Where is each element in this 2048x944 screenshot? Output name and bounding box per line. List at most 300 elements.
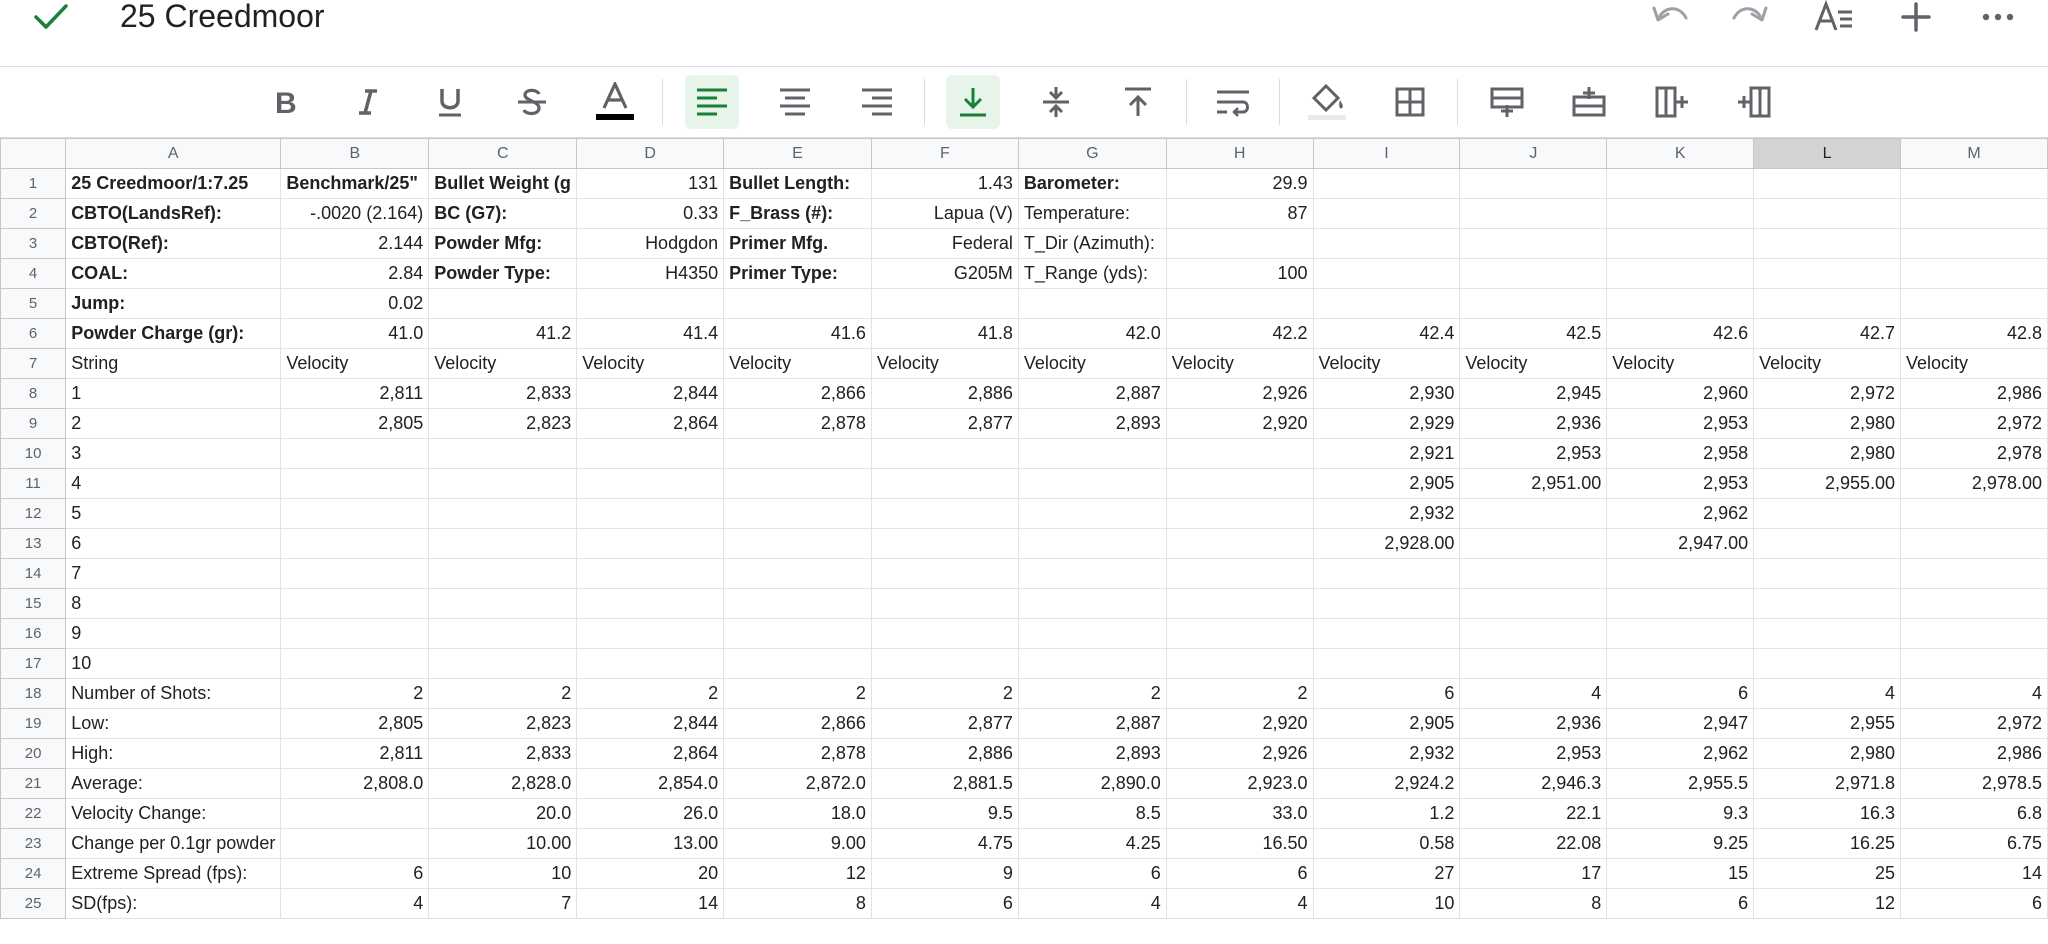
cell-c20[interactable]: 2,833	[429, 739, 577, 769]
cell-e18[interactable]: 2	[724, 679, 872, 709]
cell-h1[interactable]: 29.9	[1166, 169, 1313, 199]
insert-row-above-icon[interactable]	[1480, 75, 1534, 129]
cell-c3[interactable]: Powder Mfg:	[429, 229, 577, 259]
cell-i6[interactable]: 42.4	[1313, 319, 1460, 349]
cell-d11[interactable]	[577, 469, 724, 499]
cell-d9[interactable]: 2,864	[577, 409, 724, 439]
cell-c14[interactable]	[429, 559, 577, 589]
cell-f3[interactable]: Federal	[871, 229, 1018, 259]
valign-bottom-icon[interactable]	[946, 75, 1000, 129]
cell-l23[interactable]: 16.25	[1754, 829, 1901, 859]
cell-g8[interactable]: 2,887	[1018, 379, 1166, 409]
cell-b5[interactable]: 0.02	[281, 289, 429, 319]
cell-i15[interactable]	[1313, 589, 1460, 619]
cell-a3[interactable]: CBTO(Ref):	[66, 229, 281, 259]
cell-f15[interactable]	[871, 589, 1018, 619]
cell-i19[interactable]: 2,905	[1313, 709, 1460, 739]
cell-c12[interactable]	[429, 499, 577, 529]
cell-j25[interactable]: 8	[1460, 889, 1607, 919]
insert-column-left-icon[interactable]	[1645, 75, 1699, 129]
cell-i8[interactable]: 2,930	[1313, 379, 1460, 409]
cell-k6[interactable]: 42.6	[1607, 319, 1754, 349]
cell-e13[interactable]	[724, 529, 872, 559]
cell-d18[interactable]: 2	[577, 679, 724, 709]
cell-j10[interactable]: 2,953	[1460, 439, 1607, 469]
cell-g5[interactable]	[1018, 289, 1166, 319]
cell-l11[interactable]: 2,955.00	[1754, 469, 1901, 499]
cell-d24[interactable]: 20	[577, 859, 724, 889]
cell-j17[interactable]	[1460, 649, 1607, 679]
cell-f6[interactable]: 41.8	[871, 319, 1018, 349]
strikethrough-icon[interactable]	[505, 75, 559, 129]
cell-e9[interactable]: 2,878	[724, 409, 872, 439]
cell-b2[interactable]: -.0020 (2.164)	[281, 199, 429, 229]
cell-k23[interactable]: 9.25	[1607, 829, 1754, 859]
cell-f25[interactable]: 6	[871, 889, 1018, 919]
cell-i1[interactable]	[1313, 169, 1460, 199]
cell-h6[interactable]: 42.2	[1166, 319, 1313, 349]
cell-g24[interactable]: 6	[1018, 859, 1166, 889]
cell-m14[interactable]	[1901, 559, 2048, 589]
cell-d2[interactable]: 0.33	[577, 199, 724, 229]
cell-l1[interactable]	[1754, 169, 1901, 199]
cell-l18[interactable]: 4	[1754, 679, 1901, 709]
sheet-grid[interactable]	[0, 138, 2048, 944]
cell-b22[interactable]	[281, 799, 429, 829]
cell-i23[interactable]: 0.58	[1313, 829, 1460, 859]
cell-f14[interactable]	[871, 559, 1018, 589]
cell-k3[interactable]	[1607, 229, 1754, 259]
cell-g2[interactable]: Temperature:	[1018, 199, 1166, 229]
cell-f21[interactable]: 2,881.5	[871, 769, 1018, 799]
select-all-corner[interactable]	[1, 139, 66, 169]
cell-h19[interactable]: 2,920	[1166, 709, 1313, 739]
cell-h23[interactable]: 16.50	[1166, 829, 1313, 859]
insert-row-below-icon[interactable]	[1562, 75, 1616, 129]
cell-l15[interactable]	[1754, 589, 1901, 619]
row-header[interactable]: 2	[1, 199, 66, 229]
cell-k14[interactable]	[1607, 559, 1754, 589]
cell-e11[interactable]	[724, 469, 872, 499]
italic-icon[interactable]	[341, 75, 395, 129]
check-icon[interactable]	[30, 0, 72, 36]
row-header[interactable]: 12	[1, 499, 66, 529]
column-header-l[interactable]: L	[1754, 139, 1901, 169]
cell-b18[interactable]: 2	[281, 679, 429, 709]
cell-b17[interactable]	[281, 649, 429, 679]
cell-g16[interactable]	[1018, 619, 1166, 649]
cell-i11[interactable]: 2,905	[1313, 469, 1460, 499]
cell-g11[interactable]	[1018, 469, 1166, 499]
cell-h14[interactable]	[1166, 559, 1313, 589]
cell-k15[interactable]	[1607, 589, 1754, 619]
cell-g9[interactable]: 2,893	[1018, 409, 1166, 439]
column-header-k[interactable]: K	[1607, 139, 1754, 169]
cell-i21[interactable]: 2,924.2	[1313, 769, 1460, 799]
cell-f24[interactable]: 9	[871, 859, 1018, 889]
cell-a7[interactable]: String	[66, 349, 281, 379]
cell-k9[interactable]: 2,953	[1607, 409, 1754, 439]
cell-f1[interactable]: 1.43	[871, 169, 1018, 199]
cell-c15[interactable]	[429, 589, 577, 619]
cell-j23[interactable]: 22.08	[1460, 829, 1607, 859]
cell-d8[interactable]: 2,844	[577, 379, 724, 409]
cell-b9[interactable]: 2,805	[281, 409, 429, 439]
cell-m9[interactable]: 2,972	[1901, 409, 2048, 439]
row-header[interactable]: 10	[1, 439, 66, 469]
cell-h12[interactable]	[1166, 499, 1313, 529]
row-header[interactable]: 19	[1, 709, 66, 739]
cell-m12[interactable]	[1901, 499, 2048, 529]
cell-f22[interactable]: 9.5	[871, 799, 1018, 829]
text-color-icon[interactable]	[588, 75, 642, 129]
cell-f16[interactable]	[871, 619, 1018, 649]
cell-d3[interactable]: Hodgdon	[577, 229, 724, 259]
cell-m24[interactable]: 14	[1901, 859, 2048, 889]
cell-e21[interactable]: 2,872.0	[724, 769, 872, 799]
cell-g13[interactable]	[1018, 529, 1166, 559]
column-header-f[interactable]: F	[871, 139, 1018, 169]
cell-d19[interactable]: 2,844	[577, 709, 724, 739]
cell-k1[interactable]	[1607, 169, 1754, 199]
cell-b10[interactable]	[281, 439, 429, 469]
cell-b25[interactable]: 4	[281, 889, 429, 919]
cell-a8[interactable]: 1	[66, 379, 281, 409]
cell-d25[interactable]: 14	[577, 889, 724, 919]
cell-g21[interactable]: 2,890.0	[1018, 769, 1166, 799]
cell-m6[interactable]: 42.8	[1901, 319, 2048, 349]
cell-e16[interactable]	[724, 619, 872, 649]
cell-b3[interactable]: 2.144	[281, 229, 429, 259]
cell-e14[interactable]	[724, 559, 872, 589]
row-header[interactable]: 4	[1, 259, 66, 289]
row-header[interactable]: 8	[1, 379, 66, 409]
cell-b23[interactable]	[281, 829, 429, 859]
cell-c13[interactable]	[429, 529, 577, 559]
cell-c10[interactable]	[429, 439, 577, 469]
cell-a17[interactable]: 10	[66, 649, 281, 679]
cell-k20[interactable]: 2,962	[1607, 739, 1754, 769]
cell-d15[interactable]	[577, 589, 724, 619]
cell-j8[interactable]: 2,945	[1460, 379, 1607, 409]
cell-d10[interactable]	[577, 439, 724, 469]
row-header[interactable]: 3	[1, 229, 66, 259]
cell-b11[interactable]	[281, 469, 429, 499]
row-header[interactable]: 14	[1, 559, 66, 589]
cell-l14[interactable]	[1754, 559, 1901, 589]
cell-c23[interactable]: 10.00	[429, 829, 577, 859]
column-header-a[interactable]: A	[66, 139, 281, 169]
add-icon[interactable]	[1894, 0, 1938, 36]
cell-e4[interactable]: Primer Type:	[724, 259, 872, 289]
cell-k22[interactable]: 9.3	[1607, 799, 1754, 829]
cell-e8[interactable]: 2,866	[724, 379, 872, 409]
cell-j14[interactable]	[1460, 559, 1607, 589]
cell-f9[interactable]: 2,877	[871, 409, 1018, 439]
cell-i2[interactable]	[1313, 199, 1460, 229]
cell-a19[interactable]: Low:	[66, 709, 281, 739]
cell-m16[interactable]	[1901, 619, 2048, 649]
cell-i3[interactable]	[1313, 229, 1460, 259]
cell-c24[interactable]: 10	[429, 859, 577, 889]
cell-l8[interactable]: 2,972	[1754, 379, 1901, 409]
cell-a20[interactable]: High:	[66, 739, 281, 769]
column-header-g[interactable]: G	[1018, 139, 1166, 169]
cell-d1[interactable]: 131	[577, 169, 724, 199]
more-icon[interactable]	[1976, 0, 2020, 36]
row-header[interactable]: 5	[1, 289, 66, 319]
cell-a16[interactable]: 9	[66, 619, 281, 649]
cell-g18[interactable]: 2	[1018, 679, 1166, 709]
valign-middle-icon[interactable]	[1029, 75, 1083, 129]
column-header-d[interactable]: D	[577, 139, 724, 169]
cell-k4[interactable]	[1607, 259, 1754, 289]
column-header-m[interactable]: M	[1901, 139, 2048, 169]
cell-j16[interactable]	[1460, 619, 1607, 649]
cell-k16[interactable]	[1607, 619, 1754, 649]
cell-c9[interactable]: 2,823	[429, 409, 577, 439]
wrap-text-icon[interactable]	[1206, 75, 1260, 129]
cell-j12[interactable]	[1460, 499, 1607, 529]
row-header[interactable]: 15	[1, 589, 66, 619]
cell-m17[interactable]	[1901, 649, 2048, 679]
cell-g22[interactable]: 8.5	[1018, 799, 1166, 829]
cell-e6[interactable]: 41.6	[724, 319, 872, 349]
cell-k7[interactable]: Velocity	[1607, 349, 1754, 379]
cell-g17[interactable]	[1018, 649, 1166, 679]
cell-c4[interactable]: Powder Type:	[429, 259, 577, 289]
cell-c25[interactable]: 7	[429, 889, 577, 919]
cell-l20[interactable]: 2,980	[1754, 739, 1901, 769]
cell-k24[interactable]: 15	[1607, 859, 1754, 889]
cell-d16[interactable]	[577, 619, 724, 649]
cell-h5[interactable]	[1166, 289, 1313, 319]
cell-m1[interactable]	[1901, 169, 2048, 199]
column-header-e[interactable]: E	[724, 139, 872, 169]
cell-l16[interactable]	[1754, 619, 1901, 649]
cell-k2[interactable]	[1607, 199, 1754, 229]
cell-g7[interactable]: Velocity	[1018, 349, 1166, 379]
cell-h4[interactable]: 100	[1166, 259, 1313, 289]
cell-g10[interactable]	[1018, 439, 1166, 469]
cell-d17[interactable]	[577, 649, 724, 679]
cell-a11[interactable]: 4	[66, 469, 281, 499]
cell-l7[interactable]: Velocity	[1754, 349, 1901, 379]
valign-top-icon[interactable]	[1111, 75, 1165, 129]
cell-i25[interactable]: 10	[1313, 889, 1460, 919]
cell-j7[interactable]: Velocity	[1460, 349, 1607, 379]
cell-j9[interactable]: 2,936	[1460, 409, 1607, 439]
cell-j6[interactable]: 42.5	[1460, 319, 1607, 349]
cell-i24[interactable]: 27	[1313, 859, 1460, 889]
text-format-icon[interactable]	[1812, 0, 1856, 36]
cell-e17[interactable]	[724, 649, 872, 679]
cell-a6[interactable]: Powder Charge (gr):	[66, 319, 281, 349]
cell-l2[interactable]	[1754, 199, 1901, 229]
cell-k18[interactable]: 6	[1607, 679, 1754, 709]
cell-a14[interactable]: 7	[66, 559, 281, 589]
cell-m8[interactable]: 2,986	[1901, 379, 2048, 409]
cell-k19[interactable]: 2,947	[1607, 709, 1754, 739]
cell-g12[interactable]	[1018, 499, 1166, 529]
cell-c17[interactable]	[429, 649, 577, 679]
cell-c11[interactable]	[429, 469, 577, 499]
cell-f7[interactable]: Velocity	[871, 349, 1018, 379]
cell-m2[interactable]	[1901, 199, 2048, 229]
cell-j18[interactable]: 4	[1460, 679, 1607, 709]
cell-l9[interactable]: 2,980	[1754, 409, 1901, 439]
cell-c7[interactable]: Velocity	[429, 349, 577, 379]
cell-j2[interactable]	[1460, 199, 1607, 229]
cell-l21[interactable]: 2,971.8	[1754, 769, 1901, 799]
cell-m4[interactable]	[1901, 259, 2048, 289]
cell-d20[interactable]: 2,864	[577, 739, 724, 769]
cell-f20[interactable]: 2,886	[871, 739, 1018, 769]
underline-icon[interactable]	[423, 75, 477, 129]
cell-b14[interactable]	[281, 559, 429, 589]
cell-h15[interactable]	[1166, 589, 1313, 619]
fill-color-icon[interactable]	[1300, 75, 1354, 129]
cell-c19[interactable]: 2,823	[429, 709, 577, 739]
cell-i20[interactable]: 2,932	[1313, 739, 1460, 769]
cell-e3[interactable]: Primer Mfg.	[724, 229, 872, 259]
cell-f18[interactable]: 2	[871, 679, 1018, 709]
cell-h24[interactable]: 6	[1166, 859, 1313, 889]
cell-k11[interactable]: 2,953	[1607, 469, 1754, 499]
cell-b21[interactable]: 2,808.0	[281, 769, 429, 799]
cell-h21[interactable]: 2,923.0	[1166, 769, 1313, 799]
cell-m13[interactable]	[1901, 529, 2048, 559]
cell-k17[interactable]	[1607, 649, 1754, 679]
cell-a15[interactable]: 8	[66, 589, 281, 619]
cell-f17[interactable]	[871, 649, 1018, 679]
cell-f13[interactable]	[871, 529, 1018, 559]
cell-h20[interactable]: 2,926	[1166, 739, 1313, 769]
cell-e12[interactable]	[724, 499, 872, 529]
cell-m3[interactable]	[1901, 229, 2048, 259]
row-header[interactable]: 18	[1, 679, 66, 709]
cell-m15[interactable]	[1901, 589, 2048, 619]
cell-l6[interactable]: 42.7	[1754, 319, 1901, 349]
cell-l24[interactable]: 25	[1754, 859, 1901, 889]
cell-f8[interactable]: 2,886	[871, 379, 1018, 409]
row-header[interactable]: 24	[1, 859, 66, 889]
cell-j15[interactable]	[1460, 589, 1607, 619]
cell-c18[interactable]: 2	[429, 679, 577, 709]
cell-b7[interactable]: Velocity	[281, 349, 429, 379]
cell-b6[interactable]: 41.0	[281, 319, 429, 349]
row-header[interactable]: 11	[1, 469, 66, 499]
cell-k12[interactable]: 2,962	[1607, 499, 1754, 529]
cell-i18[interactable]: 6	[1313, 679, 1460, 709]
cell-b20[interactable]: 2,811	[281, 739, 429, 769]
cell-d13[interactable]	[577, 529, 724, 559]
column-header-j[interactable]: J	[1460, 139, 1607, 169]
cell-c2[interactable]: BC (G7):	[429, 199, 577, 229]
cell-k10[interactable]: 2,958	[1607, 439, 1754, 469]
cell-c8[interactable]: 2,833	[429, 379, 577, 409]
cell-h25[interactable]: 4	[1166, 889, 1313, 919]
cell-j4[interactable]	[1460, 259, 1607, 289]
cell-b19[interactable]: 2,805	[281, 709, 429, 739]
cell-a10[interactable]: 3	[66, 439, 281, 469]
cell-i22[interactable]: 1.2	[1313, 799, 1460, 829]
bold-icon[interactable]	[258, 75, 312, 129]
cell-i12[interactable]: 2,932	[1313, 499, 1460, 529]
cell-c6[interactable]: 41.2	[429, 319, 577, 349]
cell-i13[interactable]: 2,928.00	[1313, 529, 1460, 559]
cell-h16[interactable]	[1166, 619, 1313, 649]
cell-i9[interactable]: 2,929	[1313, 409, 1460, 439]
cell-h8[interactable]: 2,926	[1166, 379, 1313, 409]
cell-m19[interactable]: 2,972	[1901, 709, 2048, 739]
cell-b24[interactable]: 6	[281, 859, 429, 889]
cell-k8[interactable]: 2,960	[1607, 379, 1754, 409]
redo-icon[interactable]	[1728, 0, 1772, 36]
cell-a18[interactable]: Number of Shots:	[66, 679, 281, 709]
cell-h22[interactable]: 33.0	[1166, 799, 1313, 829]
cell-h18[interactable]: 2	[1166, 679, 1313, 709]
row-header[interactable]: 13	[1, 529, 66, 559]
row-header[interactable]: 23	[1, 829, 66, 859]
cell-l17[interactable]	[1754, 649, 1901, 679]
cell-c5[interactable]	[429, 289, 577, 319]
cell-b4[interactable]: 2.84	[281, 259, 429, 289]
cell-j22[interactable]: 22.1	[1460, 799, 1607, 829]
cell-j24[interactable]: 17	[1460, 859, 1607, 889]
row-header[interactable]: 1	[1, 169, 66, 199]
cell-a25[interactable]: SD(fps):	[66, 889, 281, 919]
cell-f23[interactable]: 4.75	[871, 829, 1018, 859]
column-header-h[interactable]: H	[1166, 139, 1313, 169]
cell-j20[interactable]: 2,953	[1460, 739, 1607, 769]
cell-b13[interactable]	[281, 529, 429, 559]
cell-i10[interactable]: 2,921	[1313, 439, 1460, 469]
cell-i17[interactable]	[1313, 649, 1460, 679]
cell-h13[interactable]	[1166, 529, 1313, 559]
cell-h3[interactable]	[1166, 229, 1313, 259]
cell-l22[interactable]: 16.3	[1754, 799, 1901, 829]
cell-m18[interactable]: 4	[1901, 679, 2048, 709]
cell-c21[interactable]: 2,828.0	[429, 769, 577, 799]
cell-a9[interactable]: 2	[66, 409, 281, 439]
cell-h17[interactable]	[1166, 649, 1313, 679]
row-header[interactable]: 9	[1, 409, 66, 439]
column-header-i[interactable]: I	[1313, 139, 1460, 169]
cell-j1[interactable]	[1460, 169, 1607, 199]
cell-m25[interactable]: 6	[1901, 889, 2048, 919]
cell-c16[interactable]	[429, 619, 577, 649]
cell-l19[interactable]: 2,955	[1754, 709, 1901, 739]
cell-d7[interactable]: Velocity	[577, 349, 724, 379]
cell-d22[interactable]: 26.0	[577, 799, 724, 829]
row-header[interactable]: 22	[1, 799, 66, 829]
row-header[interactable]: 16	[1, 619, 66, 649]
cell-e22[interactable]: 18.0	[724, 799, 872, 829]
document-title[interactable]: 25 Creedmoor	[120, 0, 325, 34]
cell-a24[interactable]: Extreme Spread (fps):	[66, 859, 281, 889]
cell-m23[interactable]: 6.75	[1901, 829, 2048, 859]
cell-i4[interactable]	[1313, 259, 1460, 289]
cell-m21[interactable]: 2,978.5	[1901, 769, 2048, 799]
cell-f2[interactable]: Lapua (V)	[871, 199, 1018, 229]
cell-l5[interactable]	[1754, 289, 1901, 319]
cell-d5[interactable]	[577, 289, 724, 319]
cell-f19[interactable]: 2,877	[871, 709, 1018, 739]
cell-m11[interactable]: 2,978.00	[1901, 469, 2048, 499]
insert-column-right-icon[interactable]	[1727, 75, 1781, 129]
cell-j19[interactable]: 2,936	[1460, 709, 1607, 739]
